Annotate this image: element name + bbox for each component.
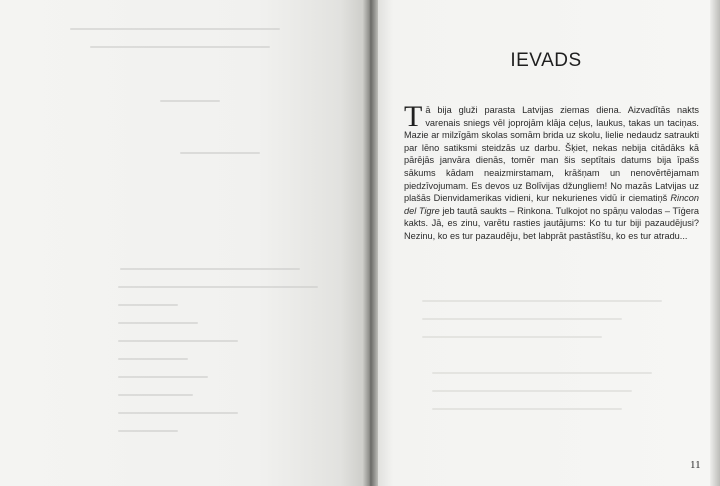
bleed-through-line bbox=[118, 430, 178, 432]
bleed-through-line bbox=[120, 268, 300, 270]
bleed-through-line bbox=[118, 412, 238, 414]
paragraph-text-part-2: jeb tautā saukts – Rinkona. Tulkojot no spāņu valodas – Tīģera kakts. Jā, es zinu, varētu rasties jautājums: Ko tu tur biji pazaudējusi? Nezinu, ko es tur pazaudēju, bet labprāt pastāstīšu, ko es tur atradu... bbox=[404, 205, 699, 241]
bleed-through-line bbox=[432, 390, 632, 392]
bleed-through-line bbox=[422, 336, 602, 338]
bleed-through-line bbox=[432, 408, 622, 410]
bleed-through-line bbox=[118, 340, 238, 342]
bleed-through-line bbox=[118, 304, 178, 306]
bleed-through-line bbox=[160, 100, 220, 102]
place-name-italic: Rincon del Tigre bbox=[404, 193, 699, 216]
bleed-through-line bbox=[118, 376, 208, 378]
bleed-through-line bbox=[118, 286, 318, 288]
page-edge-shadow bbox=[710, 0, 720, 486]
paragraph-text-part-1: ā bija gluži parasta Latvijas ziemas diena. Aizvadītās nakts varenais sniegs vēl joprojām klāja ceļus, laukus, takas un taciņas. Mazie ar milzīgām skolas somām brida uz skolu, lielie nedaudz satraukti par lēno satiksmi steidzās uz darbu. Šķiet, nekas nebija citādāks kā pārējās janvāra dienās, tomēr man šis septītais datums bija īpašs sākums kādam neaizmirstamam, krāšņam un nenovērtējamam piedzīvojumam. Es devos uz Bolīvijas džungliem! No mazās Latvijas uz plašās Dienvidamerikas vidieni, kur nekurienes vidū ir ciematiņš bbox=[404, 105, 699, 204]
bleed-through-line bbox=[70, 28, 280, 30]
book-gutter bbox=[362, 0, 378, 486]
intro-paragraph bbox=[404, 100, 699, 243]
page-number: 11 bbox=[690, 459, 701, 471]
bleed-through-line bbox=[118, 322, 198, 324]
bleed-through-line bbox=[422, 318, 622, 320]
bleed-through-line bbox=[118, 394, 193, 396]
bleed-through-line bbox=[90, 46, 270, 48]
bleed-through-line bbox=[118, 358, 188, 360]
bleed-through-line bbox=[422, 300, 662, 302]
bleed-through-line bbox=[180, 152, 260, 154]
chapter-heading: IEVADS bbox=[510, 50, 582, 71]
right-page bbox=[372, 0, 720, 486]
drop-cap: T bbox=[404, 100, 423, 133]
bleed-through-line bbox=[432, 372, 652, 374]
